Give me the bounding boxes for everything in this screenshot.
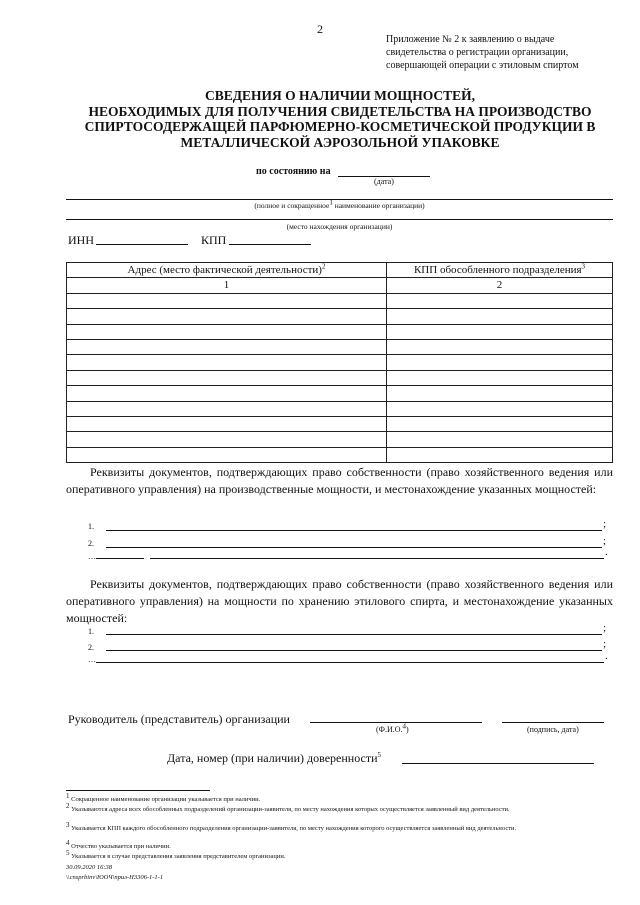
appendix-line: Приложение № 2 к заявлению о выдаче [386,34,555,45]
table-cell[interactable] [387,355,613,370]
storage-doc-field-1[interactable] [106,634,602,635]
table-row[interactable] [67,324,613,339]
footnote: $^1$ Сокращенное наименование организации указывается при наличии. [66,792,261,804]
table-cell[interactable] [67,324,387,339]
appendix-line: свидетельства о регистрации организации, [386,47,569,58]
title-line: СПИРТОСОДЕРЖАЩЕЙ ПАРФЮМЕРНО-КОСМЕТИЧЕСКОЙ ПРОДУКЦИИ В [84,119,596,134]
table-cell[interactable] [67,339,387,354]
footnote: $^4$ Отчество указывается при наличии. [66,839,171,851]
footnote: $^5$ Указывается в случае представления заявления представителем организации. [66,849,286,861]
storage-doc-field-2[interactable] [106,650,602,651]
production-doc-field-2[interactable] [106,547,602,548]
table-row[interactable] [67,339,613,354]
date-caption: (дата) [374,177,394,186]
table-cell[interactable] [67,386,387,401]
table-cell[interactable] [387,416,613,431]
storage-doc-field-3[interactable] [96,662,604,663]
footnote-divider [66,790,210,791]
proxy-label: Дата, номер (при наличии) доверенности$^5$ [167,751,381,765]
title-line: СВЕДЕНИЯ О НАЛИЧИИ МОЩНОСТЕЙ, [204,88,475,103]
table-cell[interactable] [67,293,387,308]
print-timestamp: 30.09.2020 16:38 [66,864,113,871]
storage-capacity-paragraph: Реквизиты документов, подтверждающих право собственности (право хозяйственного ведения или оперативного управления) на мощности по хранению этилового спирта, и местонахождение указанных мощностей: [66,577,613,625]
production-doc-field-3a[interactable] [96,558,144,559]
table-cell[interactable] [67,355,387,370]
item-number: 2. [88,643,94,652]
table-row[interactable] [67,355,613,370]
footnote: $^2$ Указываются адреса всех обособленных подразделений организации-заявителя, по месту нахождения которых осуществляется заявленный вид деятельности. [66,802,510,814]
table-cell[interactable] [387,447,613,462]
production-capacity-paragraph: Реквизиты документов, подтверждающих право собственности (право хозяйственного ведения или оперативного управления) на производственные мощности, и местонахождение указанных мощностей: [66,465,613,496]
item-punct: ; [603,518,607,530]
table-cell[interactable] [67,401,387,416]
table-cell[interactable] [387,386,613,401]
item-number: 1. [88,627,94,636]
table-cell[interactable] [67,447,387,462]
table-cell[interactable] [387,339,613,354]
item-punct: ; [603,638,607,650]
fio-field[interactable] [310,722,482,723]
footnote: $^3$ Указывается КПП каждого обособленного подразделения организации-заявителя, по месту нахождения которого осуществляется заявленный вид деятельности. [66,821,517,833]
document-title [40,88,640,150]
table-row[interactable] [67,401,613,416]
signature-field[interactable] [502,722,604,723]
table-row[interactable] [67,432,613,447]
item-punct: . [605,650,608,662]
address-table [66,262,613,463]
proxy-field[interactable] [402,763,594,764]
table-cell[interactable] [387,324,613,339]
item-punct: . [605,546,608,558]
table-cell[interactable] [387,370,613,385]
production-doc-field-3b[interactable] [150,558,604,559]
title-line: НЕОБХОДИМЫХ ДЛЯ ПОЛУЧЕНИЯ СВИДЕТЕЛЬСТВА НА ПРОИЗВОДСТВО [88,103,592,119]
as-of-label: по состоянию на [256,166,331,177]
org-name-caption: (полное и сокращенное$^1$ наименование организации) [254,198,425,210]
production-doc-field-1[interactable] [106,530,602,531]
table-row[interactable] [67,370,613,385]
appendix-line: совершающей операции с этиловым спиртом [386,60,579,71]
appendix-note [386,33,626,72]
inn-label: ИНН [68,233,94,247]
signature-caption: (подпись, дата) [527,725,579,734]
title-line: МЕТАЛЛИЧЕСКОЙ АЭРОЗОЛЬНОЙ УПАКОВКЕ [180,134,500,150]
table-cell[interactable] [387,401,613,416]
kpp-field[interactable] [229,244,311,245]
item-punct: ; [603,622,607,634]
file-path-stamp: \\cnsprbinv\ЮОЧ\прил-Н3306-1-1-1 [66,874,164,881]
table-header-row [67,263,613,278]
leader-label: Руководитель (представитель) организации [68,712,290,726]
item-number: 1. [88,522,94,531]
column-number: 2 [387,278,613,293]
address-column-header: Адрес (место фактической деятельности)$^2$ [67,263,387,278]
org-name-field[interactable] [66,199,613,200]
inn-field[interactable] [96,244,188,245]
item-punct: ; [603,535,607,547]
table-cell[interactable] [67,309,387,324]
table-row[interactable] [67,416,613,431]
item-number: … [88,655,96,664]
table-row[interactable] [67,447,613,462]
table-cell[interactable] [67,432,387,447]
table-cell[interactable] [67,416,387,431]
fio-caption: (Ф.И.О.$^4$) [376,722,409,734]
item-number: … [88,552,96,561]
table-cell[interactable] [67,370,387,385]
item-number: 2. [88,539,94,548]
org-location-field[interactable] [66,219,613,220]
table-row[interactable] [67,293,613,308]
table-row[interactable] [67,309,613,324]
kpp-column-header: КПП обособленного подразделения$^3$ [387,263,613,278]
table-number-row [67,278,613,293]
page-number: 2 [317,22,323,36]
kpp-label: КПП [201,233,227,247]
table-cell[interactable] [387,309,613,324]
column-number: 1 [67,278,387,293]
table-cell[interactable] [387,293,613,308]
table-row[interactable] [67,386,613,401]
location-caption: (место нахождения организации) [286,222,393,231]
table-cell[interactable] [387,432,613,447]
